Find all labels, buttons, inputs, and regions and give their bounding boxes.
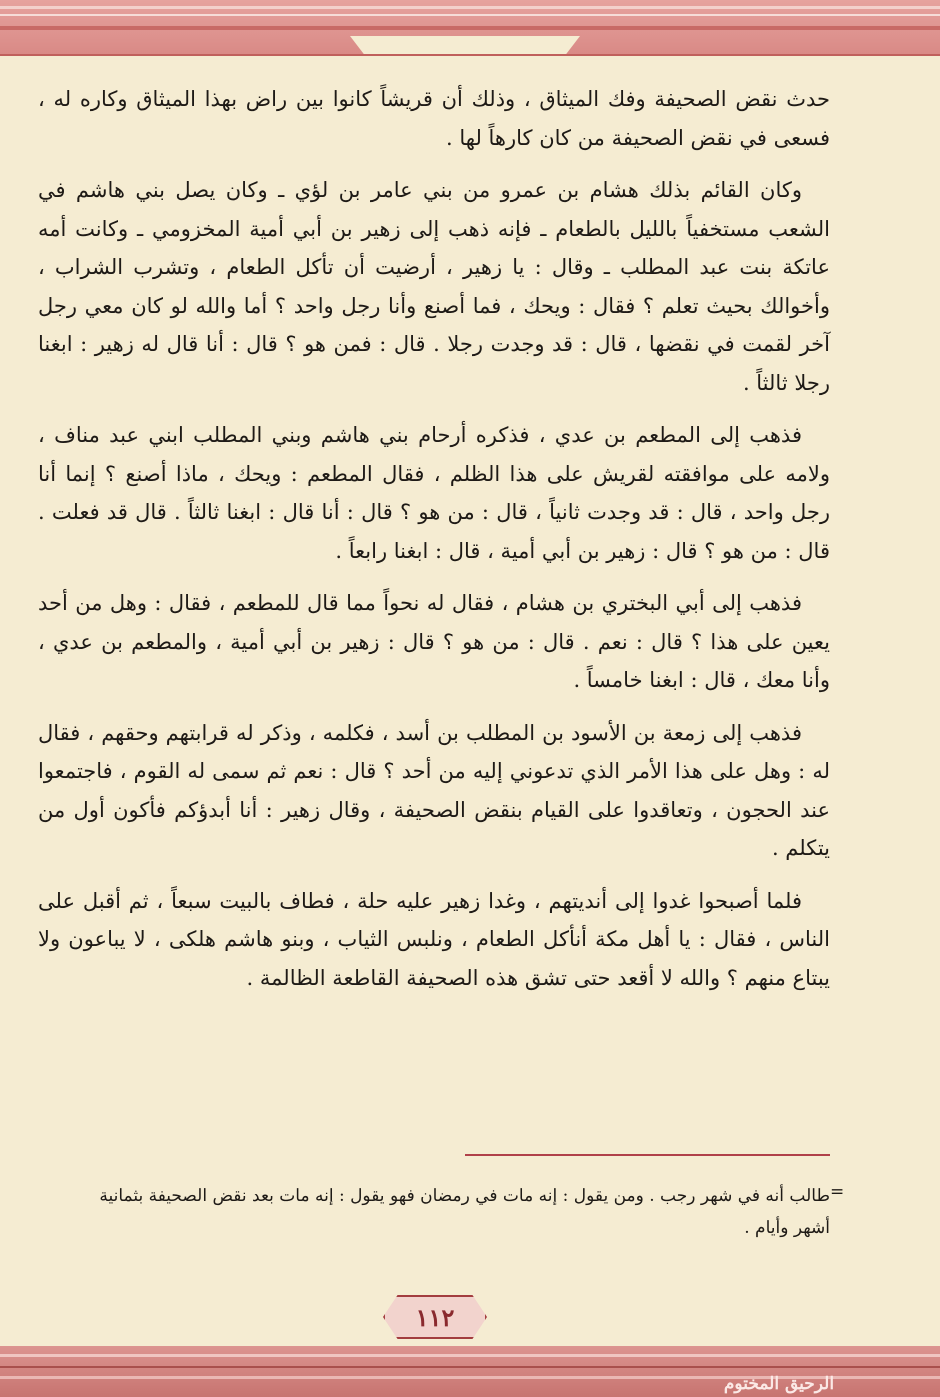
top-decorative-band: [0, 0, 940, 56]
bottom-band-stripe: [0, 1354, 940, 1357]
top-band-stripe: [0, 6, 940, 9]
top-band-stripe: [0, 26, 940, 30]
page-number: ١١٢: [415, 1302, 455, 1332]
paragraph-4: فذهب إلى أبي البختري بن هشام ، فقال له نحواً مما قال للمطعم ، فقال : وهل من أحد يعين على هذا ؟ قال : نعم . قال : من هو ؟ قال : زهير بن أبي أمية ، والمطعم بن عدي ، وأنا معك ، قال : ابغنا خامساً .: [38, 591, 830, 692]
paragraph-1: حدث نقض الصحيفة وفك الميثاق ، وذلك أن قريشاً كانوا بين راض بهذا الميثاق وكاره له ، فسعى في نقض الصحيفة من كان كارهاً لها .: [38, 87, 830, 150]
paragraph-2: وكان القائم بذلك هشام بن عمرو من بني عامر بن لؤي ـ وكان يصل بني هاشم في الشعب مستخفياً بالليل بالطعام ـ فإنه ذهب إلى زهير بن أبي أمية المخزومي ـ وكانت أمه عاتكة بنت عبد المطلب ـ وقال : يا زهير ، أرضيت أن تأكل الطعام ، وتشرب الشراب ، وأخوالك بحيث تعلم ؟ فقال : ويحك ، فما أصنع وأنا رجل واحد ؟ أما والله لو كان معي رجل آخر لقمت في نقضها ، قال : قد وجدت رجلا . قال : فمن هو ؟ قال : أنا قال له زهير : ابغنا رجلا ثالثاً .: [38, 178, 830, 395]
footnote-divider: [465, 1154, 830, 1156]
top-band-stripe: [0, 14, 940, 16]
footnote-text: طالب أنه في شهر رجب . ومن يقول : إنه مات في رمضان فهو يقول : إنه مات بعد نقض الصحيفة بثمانية أشهر وأيام .: [99, 1186, 830, 1238]
main-text-body: [38, 80, 830, 1011]
footnote-continuation-mark: =: [830, 1182, 845, 1202]
paragraph-3: فذهب إلى المطعم بن عدي ، فذكره أرحام بني هاشم وبني المطلب ابني عبد مناف ، ولامه على موافقته لقريش على هذا الظلم ، فقال المطعم : ويحك ، ماذا أصنع ؟ إنما أنا رجل واحد ، قال : قد وجدت ثانياً ، قال : من هو ؟ قال : أنا قال : ابغنا ثالثاً . قال قد فعلت . قال : من هو ؟ قال : زهير بن أبي أمية ، قال : ابغنا رابعاً .: [38, 423, 830, 563]
book-title-footer: الرحيق المختوم: [723, 1374, 835, 1394]
paragraph-6: فلما أصبحوا غدوا إلى أنديتهم ، وغدا زهير عليه حلة ، فطاف بالبيت سبعاً ، ثم أقبل على الناس ، فقال : يا أهل مكة أنأكل الطعام ، ونلبس الثياب ، وبنو هاشم هلكى ، لا يباعون ولا يبتاع منهم ؟ والله لا أقعد حتى تشق هذه الصحيفة القاطعة الظالمة .: [38, 888, 830, 990]
bottom-band-stripe: [0, 1366, 940, 1368]
paragraph-5: فذهب إلى زمعة بن الأسود بن المطلب بن أسد ، فكلمه ، وذكر له قرابتهم وحقهم ، فقال له : وهل على هذا الأمر الذي تدعوني إليه من أحد ؟ قال : نعم ثم سمى له القوم ، فاجتمعوا عند الحجون ، وتعاقدوا على القيام بنقض الصحيفة ، وقال زهير : أنا أبدؤكم فأكون أول من يتكلم .: [38, 720, 830, 860]
top-band-notch: [350, 36, 580, 54]
